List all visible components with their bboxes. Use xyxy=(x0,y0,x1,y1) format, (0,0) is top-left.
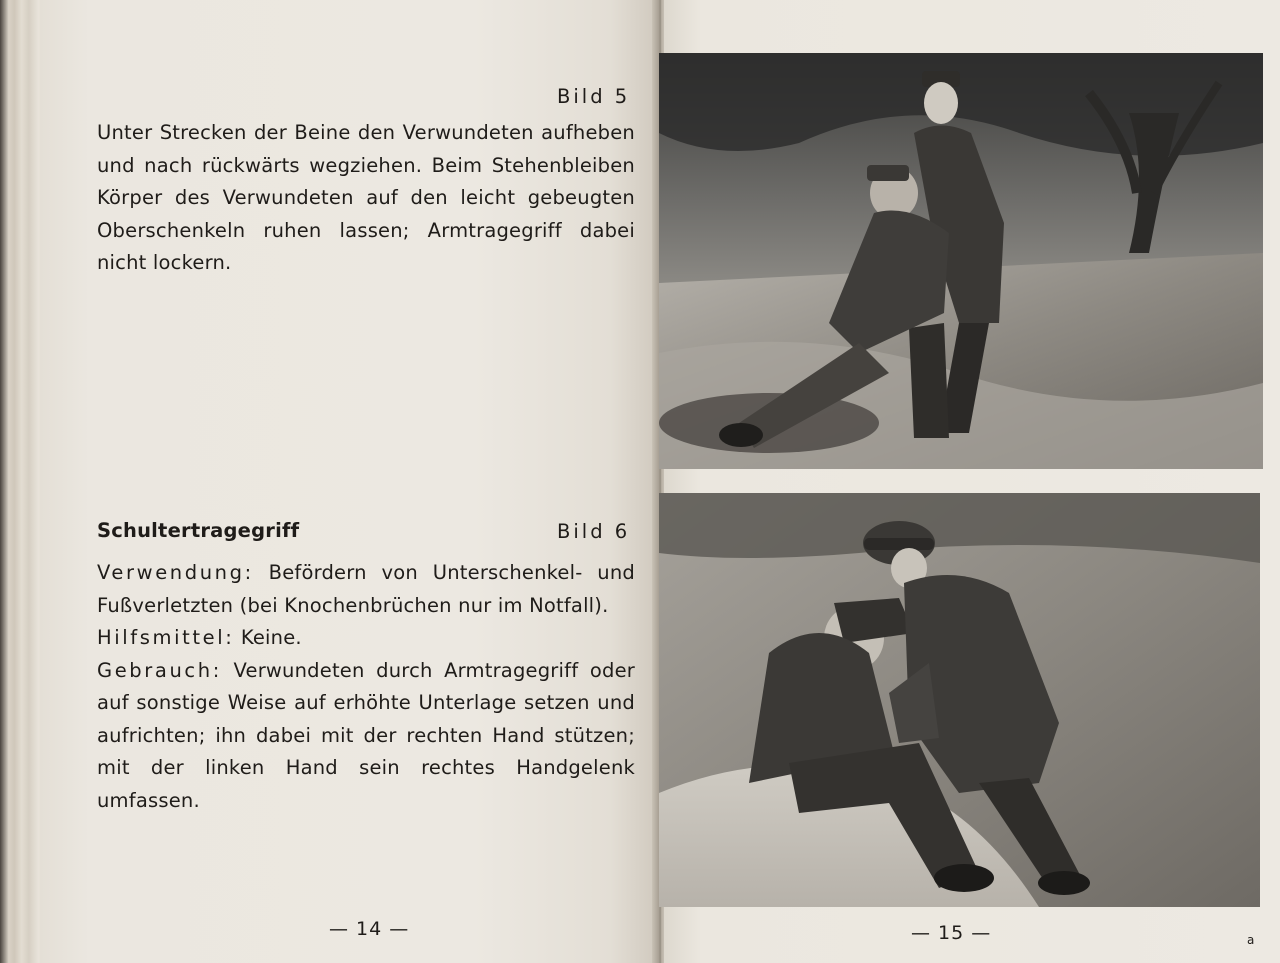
page-number-right: — 15 — xyxy=(911,922,992,944)
bild5-text-block xyxy=(97,117,635,280)
page-number-left: — 14 — xyxy=(329,918,410,940)
hilfsmittel-text: Keine. xyxy=(240,626,302,649)
hilfsmittel-paragraph xyxy=(97,622,635,655)
bild6-text-block xyxy=(97,557,635,817)
photo-bild5 xyxy=(659,53,1263,469)
photo-bild6 xyxy=(659,493,1260,907)
verwendung-label: Verwendung: xyxy=(97,561,254,584)
gebrauch-label: Gebrauch: xyxy=(97,658,222,682)
hilfsmittel-label: Hilfsmittel: xyxy=(97,626,235,649)
corner-mark: a xyxy=(1247,933,1255,947)
gebrauch-paragraph xyxy=(97,655,635,818)
bild5-text: Unter Strecken der Beine den Verwundeten aufheben und nach rückwärts wegziehen. Beim Stehenbleiben Körper des Verwundeten auf den leicht gebeugten Oberschenkeln ruhen lassen; Armtragegriff dabei nicht lockern. xyxy=(97,121,635,274)
gebrauch-text: Verwundeten durch Armtragegriff oder auf sonstige Weise auf erhöhte Unterlage setzen und aufrichten; ihn dabei mit der rechten Hand stützen; mit der linken Hand sein rechtes Handgelenk umfassen. xyxy=(97,658,635,812)
bild6-label: Bild 6 xyxy=(557,520,631,543)
section-heading: Schultertragegriff xyxy=(97,519,300,542)
bild5-label: Bild 5 xyxy=(557,85,631,108)
verwendung-paragraph xyxy=(97,557,635,622)
verwendung-text: Befördern von Unterschenkel- und Fußverletzten (bei Knochenbrüchen nur im Notfall). xyxy=(97,561,635,617)
